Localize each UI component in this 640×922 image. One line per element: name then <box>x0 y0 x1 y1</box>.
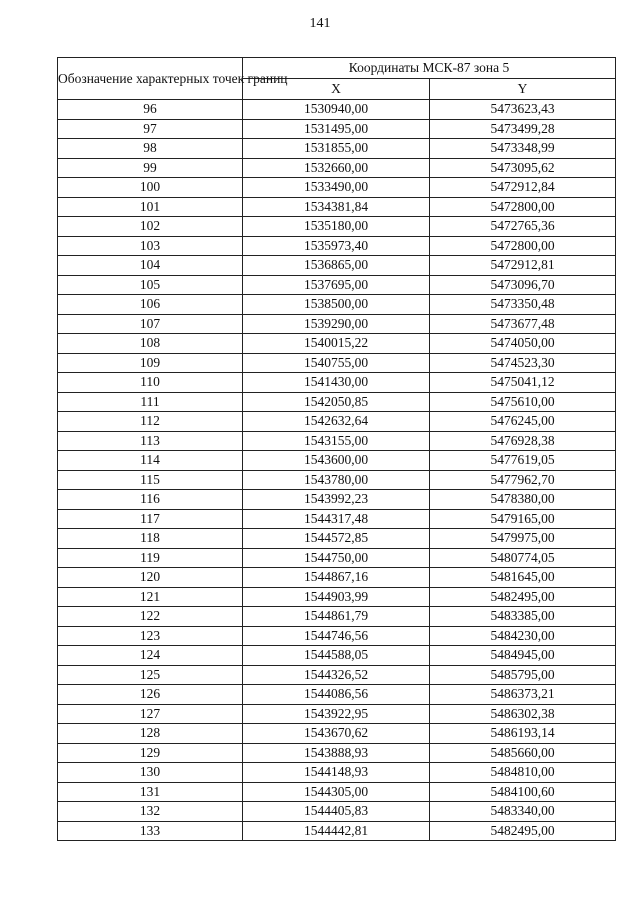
x-coordinate-cell: 1543600,00 <box>243 451 430 471</box>
point-id-cell: 97 <box>58 119 243 139</box>
point-id-cell: 122 <box>58 607 243 627</box>
y-coordinate-cell: 5476928,38 <box>430 431 616 451</box>
table-row <box>58 646 616 666</box>
y-coordinate-cell: 5473350,48 <box>430 295 616 315</box>
x-coordinate-cell: 1544746,56 <box>243 626 430 646</box>
table-row <box>58 724 616 744</box>
table-row <box>58 490 616 510</box>
y-coordinate-cell: 5473677,48 <box>430 314 616 334</box>
point-id-cell: 108 <box>58 334 243 354</box>
table-row <box>58 139 616 159</box>
y-coordinate-cell: 5473499,28 <box>430 119 616 139</box>
y-coordinate-cell: 5475610,00 <box>430 392 616 412</box>
y-coordinate-cell: 5483385,00 <box>430 607 616 627</box>
table-row <box>58 782 616 802</box>
x-coordinate-cell: 1544861,79 <box>243 607 430 627</box>
table-row <box>58 626 616 646</box>
y-coordinate-cell: 5473348,99 <box>430 139 616 159</box>
x-coordinate-cell: 1538500,00 <box>243 295 430 315</box>
y-coordinate-cell: 5473095,62 <box>430 158 616 178</box>
header-x: X <box>243 79 430 100</box>
y-coordinate-cell: 5476245,00 <box>430 412 616 432</box>
x-coordinate-cell: 1544867,16 <box>243 568 430 588</box>
point-id-cell: 111 <box>58 392 243 412</box>
table-row <box>58 802 616 822</box>
table-row <box>58 821 616 841</box>
point-id-cell: 121 <box>58 587 243 607</box>
point-id-cell: 107 <box>58 314 243 334</box>
x-coordinate-cell: 1543992,23 <box>243 490 430 510</box>
point-id-cell: 114 <box>58 451 243 471</box>
x-coordinate-cell: 1544750,00 <box>243 548 430 568</box>
y-coordinate-cell: 5472765,36 <box>430 217 616 237</box>
y-coordinate-cell: 5484100,60 <box>430 782 616 802</box>
point-id-cell: 101 <box>58 197 243 217</box>
point-id-cell: 118 <box>58 529 243 549</box>
x-coordinate-cell: 1542050,85 <box>243 392 430 412</box>
table-row <box>58 607 616 627</box>
point-id-cell: 123 <box>58 626 243 646</box>
y-coordinate-cell: 5484945,00 <box>430 646 616 666</box>
table-row <box>58 353 616 373</box>
point-id-cell: 113 <box>58 431 243 451</box>
point-id-cell: 130 <box>58 763 243 783</box>
point-id-cell: 100 <box>58 178 243 198</box>
x-coordinate-cell: 1544305,00 <box>243 782 430 802</box>
x-coordinate-cell: 1543155,00 <box>243 431 430 451</box>
point-id-cell: 129 <box>58 743 243 763</box>
y-coordinate-cell: 5474050,00 <box>430 334 616 354</box>
x-coordinate-cell: 1540755,00 <box>243 353 430 373</box>
point-id-cell: 103 <box>58 236 243 256</box>
y-coordinate-cell: 5486373,21 <box>430 685 616 705</box>
table-row <box>58 704 616 724</box>
table-row <box>58 665 616 685</box>
y-coordinate-cell: 5472800,00 <box>430 236 616 256</box>
table-row <box>58 470 616 490</box>
x-coordinate-cell: 1532660,00 <box>243 158 430 178</box>
x-coordinate-cell: 1544317,48 <box>243 509 430 529</box>
table-row <box>58 763 616 783</box>
y-coordinate-cell: 5484810,00 <box>430 763 616 783</box>
coordinates-table <box>57 57 616 841</box>
page-number: 141 <box>309 16 331 31</box>
x-coordinate-cell: 1544086,56 <box>243 685 430 705</box>
table-row <box>58 373 616 393</box>
y-coordinate-cell: 5482495,00 <box>430 587 616 607</box>
y-coordinate-cell: 5472912,84 <box>430 178 616 198</box>
y-coordinate-cell: 5482495,00 <box>430 821 616 841</box>
point-id-cell: 96 <box>58 100 243 120</box>
point-id-cell: 115 <box>58 470 243 490</box>
x-coordinate-cell: 1537695,00 <box>243 275 430 295</box>
x-coordinate-cell: 1540015,22 <box>243 334 430 354</box>
point-id-cell: 125 <box>58 665 243 685</box>
header-y: Y <box>430 79 616 100</box>
point-id-cell: 109 <box>58 353 243 373</box>
y-coordinate-cell: 5479165,00 <box>430 509 616 529</box>
y-coordinate-cell: 5485660,00 <box>430 743 616 763</box>
y-coordinate-cell: 5484230,00 <box>430 626 616 646</box>
point-id-cell: 132 <box>58 802 243 822</box>
point-id-cell: 119 <box>58 548 243 568</box>
y-coordinate-cell: 5483340,00 <box>430 802 616 822</box>
point-id-cell: 124 <box>58 646 243 666</box>
table-row <box>58 217 616 237</box>
point-id-cell: 127 <box>58 704 243 724</box>
point-id-cell: 99 <box>58 158 243 178</box>
y-coordinate-cell: 5472800,00 <box>430 197 616 217</box>
y-coordinate-cell: 5475041,12 <box>430 373 616 393</box>
y-coordinate-cell: 5480774,05 <box>430 548 616 568</box>
x-coordinate-cell: 1534381,84 <box>243 197 430 217</box>
x-coordinate-cell: 1544903,99 <box>243 587 430 607</box>
header-coordinates: Координаты МСК-87 зона 5 <box>243 58 616 79</box>
point-id-cell: 117 <box>58 509 243 529</box>
table-row <box>58 100 616 120</box>
table-row <box>58 568 616 588</box>
x-coordinate-cell: 1531855,00 <box>243 139 430 159</box>
table-row <box>58 314 616 334</box>
table-row <box>58 509 616 529</box>
x-coordinate-cell: 1543670,62 <box>243 724 430 744</box>
table-row <box>58 178 616 198</box>
point-id-cell: 133 <box>58 821 243 841</box>
x-coordinate-cell: 1536865,00 <box>243 256 430 276</box>
x-coordinate-cell: 1543922,95 <box>243 704 430 724</box>
table-row <box>58 295 616 315</box>
point-id-cell: 104 <box>58 256 243 276</box>
point-id-cell: 120 <box>58 568 243 588</box>
x-coordinate-cell: 1544148,93 <box>243 763 430 783</box>
y-coordinate-cell: 5478380,00 <box>430 490 616 510</box>
y-coordinate-cell: 5485795,00 <box>430 665 616 685</box>
y-coordinate-cell: 5477962,70 <box>430 470 616 490</box>
table-row <box>58 431 616 451</box>
x-coordinate-cell: 1543780,00 <box>243 470 430 490</box>
point-id-cell: 128 <box>58 724 243 744</box>
point-id-cell: 116 <box>58 490 243 510</box>
point-id-cell: 110 <box>58 373 243 393</box>
table-row <box>58 743 616 763</box>
x-coordinate-cell: 1544442,81 <box>243 821 430 841</box>
y-coordinate-cell: 5472912,81 <box>430 256 616 276</box>
x-coordinate-cell: 1544405,83 <box>243 802 430 822</box>
table-row <box>58 685 616 705</box>
x-coordinate-cell: 1544572,85 <box>243 529 430 549</box>
y-coordinate-cell: 5473096,70 <box>430 275 616 295</box>
y-coordinate-cell: 5479975,00 <box>430 529 616 549</box>
point-id-cell: 98 <box>58 139 243 159</box>
x-coordinate-cell: 1539290,00 <box>243 314 430 334</box>
x-coordinate-cell: 1543888,93 <box>243 743 430 763</box>
table-row <box>58 548 616 568</box>
table-row <box>58 392 616 412</box>
x-coordinate-cell: 1542632,64 <box>243 412 430 432</box>
table-row <box>58 256 616 276</box>
table-row <box>58 119 616 139</box>
header-boundary-points: Обозначение характерных точек границ <box>58 58 243 100</box>
y-coordinate-cell: 5486193,14 <box>430 724 616 744</box>
y-coordinate-cell: 5473623,43 <box>430 100 616 120</box>
x-coordinate-cell: 1531495,00 <box>243 119 430 139</box>
x-coordinate-cell: 1541430,00 <box>243 373 430 393</box>
table-row <box>58 158 616 178</box>
point-id-cell: 126 <box>58 685 243 705</box>
point-id-cell: 105 <box>58 275 243 295</box>
table-row <box>58 451 616 471</box>
table-row <box>58 587 616 607</box>
point-id-cell: 112 <box>58 412 243 432</box>
x-coordinate-cell: 1530940,00 <box>243 100 430 120</box>
point-id-cell: 102 <box>58 217 243 237</box>
table-body <box>58 100 616 841</box>
x-coordinate-cell: 1544326,52 <box>243 665 430 685</box>
table-header-row <box>58 58 616 79</box>
point-id-cell: 106 <box>58 295 243 315</box>
table-row <box>58 334 616 354</box>
point-id-cell: 131 <box>58 782 243 802</box>
y-coordinate-cell: 5481645,00 <box>430 568 616 588</box>
table-row <box>58 197 616 217</box>
x-coordinate-cell: 1533490,00 <box>243 178 430 198</box>
y-coordinate-cell: 5477619,05 <box>430 451 616 471</box>
x-coordinate-cell: 1535180,00 <box>243 217 430 237</box>
y-coordinate-cell: 5474523,30 <box>430 353 616 373</box>
table-row <box>58 275 616 295</box>
table-row <box>58 412 616 432</box>
table-row <box>58 236 616 256</box>
y-coordinate-cell: 5486302,38 <box>430 704 616 724</box>
table-row <box>58 529 616 549</box>
x-coordinate-cell: 1544588,05 <box>243 646 430 666</box>
x-coordinate-cell: 1535973,40 <box>243 236 430 256</box>
